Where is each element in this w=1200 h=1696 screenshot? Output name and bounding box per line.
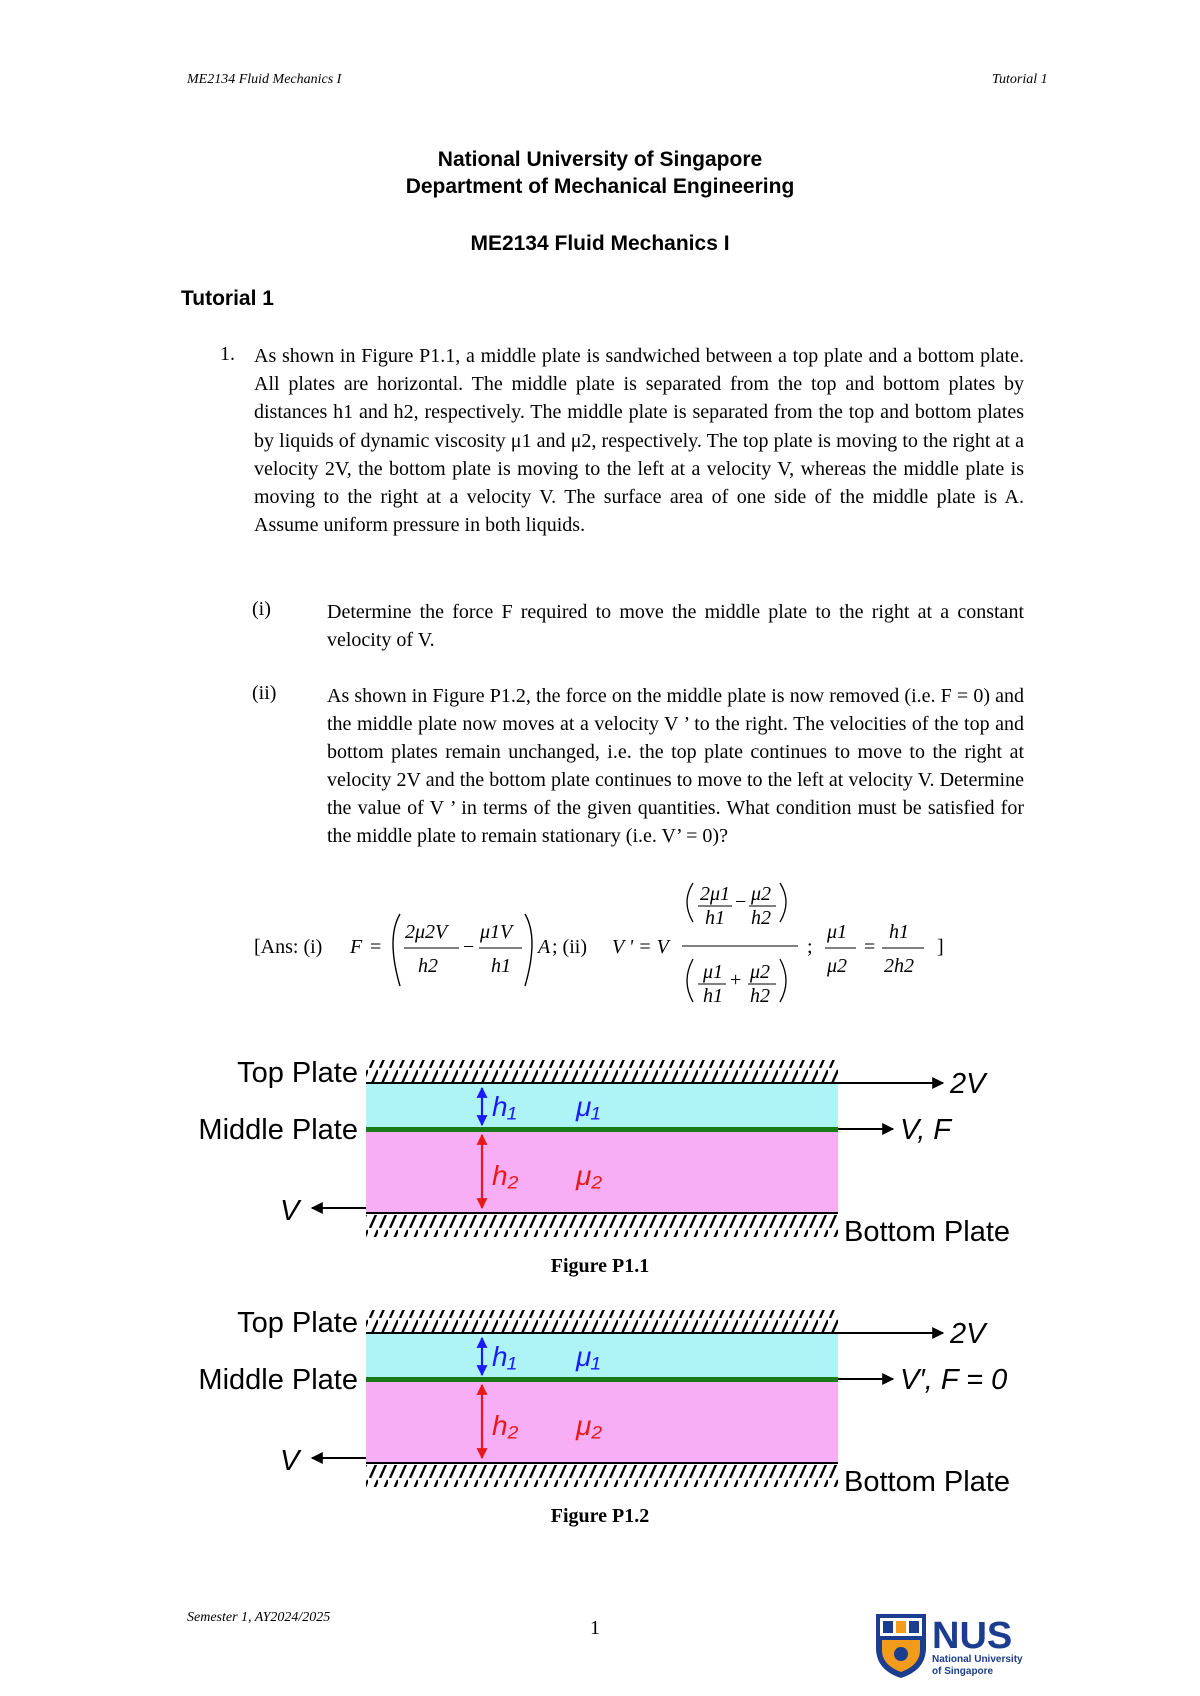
top-plate-label: Top Plate [237,1307,358,1339]
top-plate-hatch [366,1060,838,1082]
ans-minus-1: − [463,936,475,958]
page-number: 1 [590,1617,600,1639]
paren-left-3 [687,959,693,1002]
nus-logo-line2: of Singapore [932,1666,994,1677]
mu1-label: μ₁ [576,1091,601,1122]
ans-h2-1: h2 [418,955,438,977]
ans-h2-3: h2 [750,985,770,1007]
ans-h1-3: h1 [703,985,723,1007]
paren-left-1 [393,914,400,986]
ans-eq-2: = [864,936,876,958]
mu2-label: μ₂ [576,1160,603,1191]
paren-right-3 [780,959,786,1002]
top-velocity-label: 2V [950,1318,986,1350]
ans-close: ] [937,936,944,958]
mu1-label: μ₁ [576,1341,601,1372]
ans-plus: + [730,969,742,991]
nus-logo [874,1610,1034,1682]
mu2-label: μ₂ [576,1410,603,1441]
paren-right-1 [525,914,532,986]
upper-fluid [366,1334,838,1378]
top-velocity-label: 2V [950,1068,986,1100]
ans-h1-1: h1 [491,955,511,977]
figure-p1-2 [178,1298,1038,1503]
middle-plate-label: Middle Plate [198,1364,358,1396]
top-plate-hatch [366,1310,838,1332]
answer-formula [254,880,1024,1020]
ans-A: A [538,936,551,958]
header-tutorial: Tutorial 1 [992,72,1048,87]
h2-label: h₂ [492,1410,519,1441]
h2-label: h₂ [492,1160,519,1191]
bottom-velocity-label: V [280,1445,300,1477]
bottom-plate-label: Bottom Plate [844,1216,1011,1248]
university-title: National University of Singapore [437,148,763,171]
ans-part-ii: ; (ii) [552,936,587,958]
question-text: As shown in Figure P1.1, a middle plate is sandwiched between a top plate and a bottom plate. All plates are horizontal. The middle plate is separated from the top and bottom plates by distances h1 and h2, respectively. The middle plate is separated from the top and bottom plates by liquids of dynamic viscosity μ1 and μ2, respectively. The top plate is moving to the right at a velocity 2V, the bottom plate is moving to the left at a velocity V, whereas the middle plate is moving to the right at a velocity V. The surface area of one side of the middle plate is A. Assume uniform pressure in both liquids. [254,345,1024,537]
ans-h1-2: h1 [705,907,725,929]
nus-wordmark: NUS [932,1615,1013,1657]
part-ii-label: (ii) [252,682,277,704]
part-ii-text: As shown in Figure P1.2, the force on the middle plate is now removed (i.e. F = 0) and the middle plate now moves at a velocity V ’ to the right. The velocities of the top and bottom plates remain unchanged, i.e. the top plate continues to move to the right at velocity 2V and the bottom plate continues to move to the left at velocity V. Determine the value of V ’ in terms of the given quantities. What condition must be satisfied for the middle plate to remain stationary (i.e. V’ = 0)? [327,685,1024,847]
middle-plate-label: Middle Plate [198,1114,358,1146]
ans-F: F [350,936,363,958]
figure-p1-1-caption: Figure P1.1 [550,1255,650,1277]
h1-label: h₁ [492,1091,517,1122]
top-plate-label: Top Plate [237,1057,358,1089]
ans-mu1-2: μ1 [827,921,848,943]
question-number: 1. [220,343,235,365]
ans-mu2-3: μ2 [827,955,848,977]
ans-mu1V: μ1V [480,921,513,943]
ans-2mu2V: 2μ2V [405,921,448,943]
bottom-plate-hatch [366,1215,838,1237]
middle-velocity-label: V, F [900,1114,952,1146]
ans-mu2-1: μ2 [751,883,772,905]
paren-right-2 [780,883,786,922]
ans-h1-4: h1 [889,921,909,943]
bottom-plate-hatch [366,1465,838,1487]
ans-mu1-1: μ1 [703,961,724,983]
department-title: Department of Mechanical Engineering [405,175,795,198]
course-title: ME2134 Fluid Mechanics I [470,232,730,255]
part-i-text: Determine the force F required to move the middle plate to the right at a constant velocity of V. [327,601,1024,651]
footer-semester: Semester 1, AY2024/2025 [187,1610,331,1625]
ans-h2-2: h2 [751,907,771,929]
figure-p1-1 [178,1048,1038,1253]
figure-p1-2-caption: Figure P1.2 [550,1505,650,1527]
ans-mu2-2: μ2 [750,961,771,983]
upper-fluid [366,1084,838,1128]
header-course: ME2134 Fluid Mechanics I [187,72,342,87]
nus-logo-line1: National University [932,1654,1023,1665]
middle-velocity-label: V′, F = 0 [900,1364,1008,1396]
bottom-velocity-label: V [280,1195,300,1227]
ans-open: [Ans: (i) [254,936,323,958]
part-i-label: (i) [252,598,271,620]
ans-minus-2: − [735,891,747,913]
ans-Vprime: V ' = V [612,936,669,958]
paren-left-2 [687,883,693,922]
ans-eq: = [370,936,382,958]
h1-label: h₁ [492,1341,517,1372]
bottom-plate-label: Bottom Plate [844,1466,1011,1498]
ans-2mu1: 2μ1 [700,883,731,905]
ans-2h2: 2h2 [884,955,914,977]
tutorial-heading: Tutorial 1 [181,287,274,310]
ans-semicolon: ; [807,936,813,958]
